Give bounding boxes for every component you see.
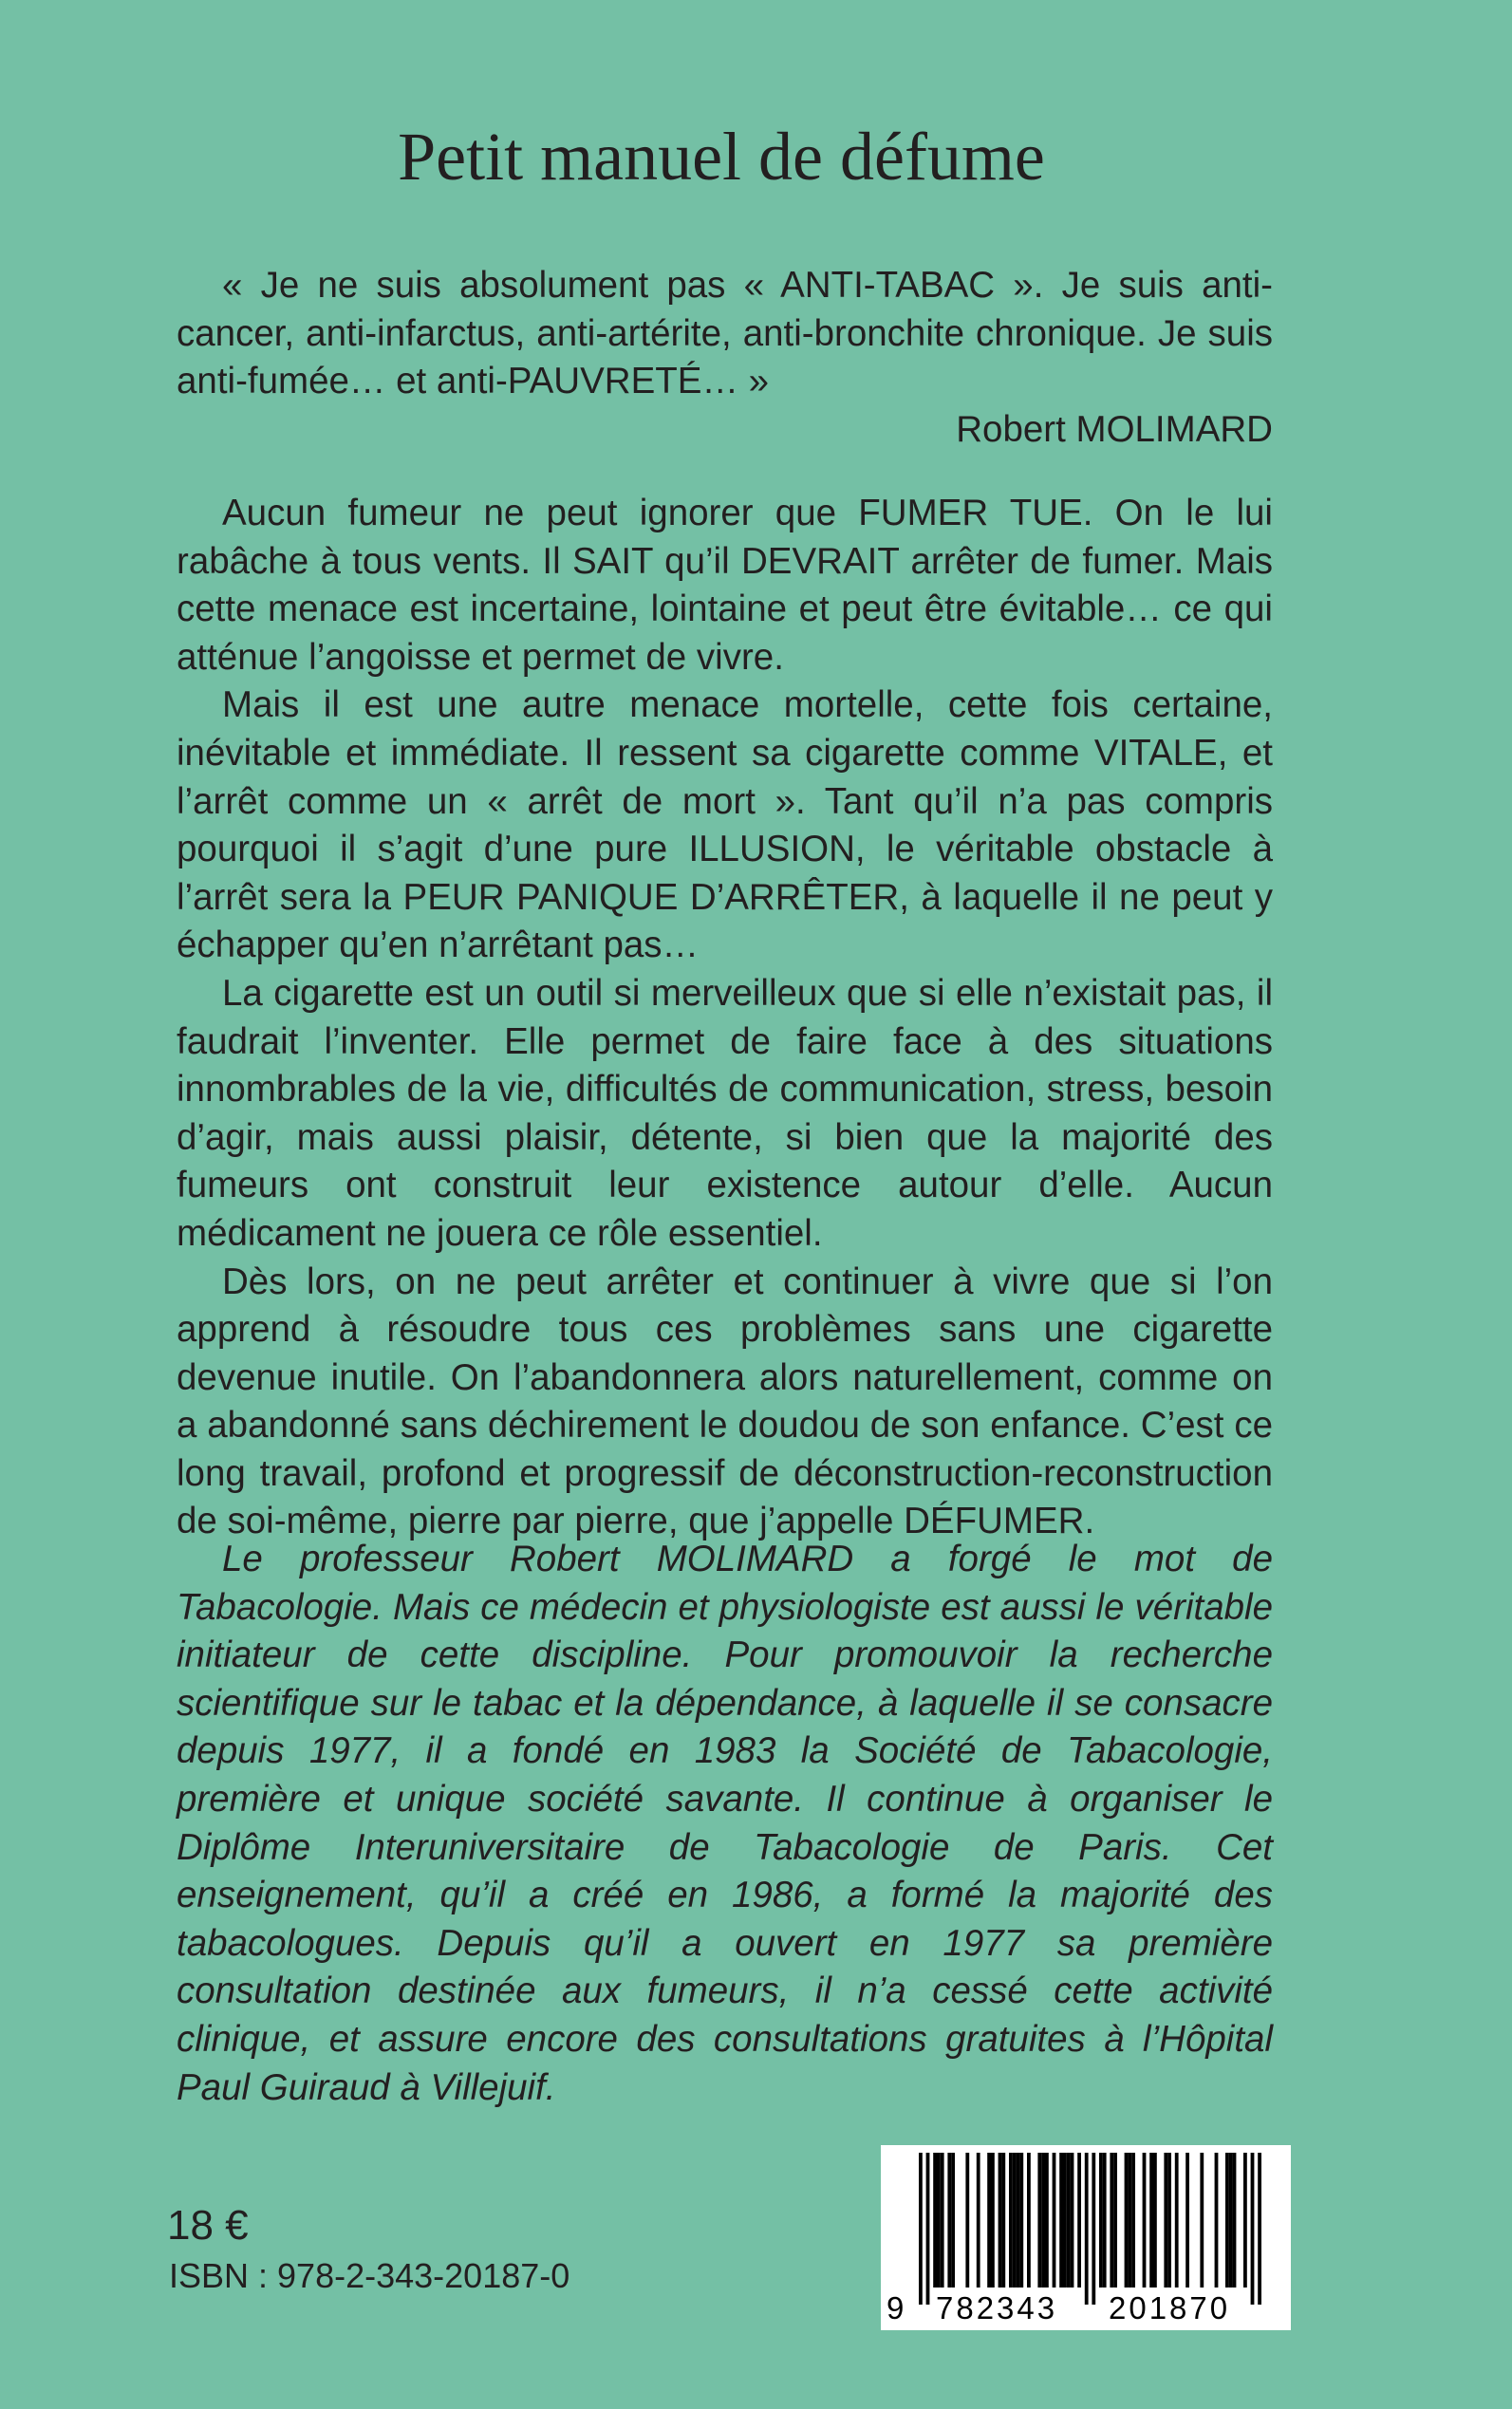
barcode-bar: [1131, 2153, 1135, 2288]
barcode-bar: [1175, 2153, 1179, 2288]
barcode-bar: [941, 2153, 944, 2288]
barcode-bar: [1215, 2153, 1219, 2288]
price-label: 18 €: [167, 2202, 249, 2249]
barcode-bar: [1053, 2153, 1056, 2288]
barcode-bar: [1149, 2153, 1153, 2288]
quote-text: « Je ne suis absolument pas « ANTI-TABAC ». Je suis anti-cancer, anti-infarctus, anti-artérite, anti-bronchite chronique. Je suis anti-fumée… et anti-PAUVRETÉ… »: [177, 265, 1273, 402]
barcode-guard-bar: [1092, 2153, 1095, 2305]
barcode-bar: [1071, 2153, 1074, 2288]
barcode-bar: [933, 2153, 937, 2288]
barcode-guard-bar: [926, 2153, 930, 2305]
barcode-bar: [1229, 2153, 1233, 2288]
barcode-bar: [1103, 2153, 1107, 2288]
barcode-bar: [1059, 2153, 1063, 2288]
barcode-bar: [965, 2153, 969, 2288]
barcode-bar: [1153, 2153, 1157, 2288]
barcode-bar: [1128, 2153, 1131, 2288]
barcode-bar: [1063, 2153, 1067, 2288]
barcode-bar: [1037, 2153, 1041, 2288]
barcode-bar: [1233, 2153, 1237, 2288]
barcode-bar: [1200, 2153, 1204, 2288]
barcode-bar: [977, 2153, 980, 2288]
barcode-bar: [1125, 2153, 1129, 2288]
barcode-bar: [1041, 2153, 1045, 2288]
barcode-left-group: 782343: [936, 2290, 1058, 2325]
barcode-bar: [947, 2153, 951, 2288]
barcode-bar: [1143, 2153, 1147, 2288]
barcode-guard-bar: [1258, 2153, 1261, 2305]
main-text: [177, 490, 1273, 1546]
barcode-guard-bar: [1251, 2153, 1255, 2305]
barcode-bar: [1110, 2153, 1113, 2288]
quote-author: Robert MOLIMARD: [956, 408, 1273, 450]
barcode-bar: [987, 2153, 991, 2288]
barcode-guard-bar: [1085, 2153, 1089, 2305]
epigraph-quote: [177, 262, 1273, 454]
barcode-bar: [1167, 2153, 1171, 2288]
barcode-right-group: 201870: [1109, 2290, 1231, 2325]
barcode-bar: [1013, 2153, 1017, 2288]
barcode-bar: [1019, 2153, 1023, 2288]
barcode-guard-bar: [919, 2153, 923, 2305]
barcode-bar: [1001, 2153, 1005, 2288]
barcode-bar: [1243, 2153, 1247, 2288]
barcode: [881, 2145, 1291, 2330]
paragraph-3: La cigarette est un outil si merveilleux que si elle n’existait pas, il faudrait l’inventer. Elle permet de faire face à des situations innombrables de la vie, difficultés de communication, stress, besoin d’agir, mais aussi plaisir, détente, si bien que la majorité des fumeurs ont construit leur existence autour d’elle. Aucun médicament ne jouera ce rôle essentiel.: [177, 972, 1273, 1254]
barcode-bar: [1027, 2153, 1031, 2288]
barcode-bar: [991, 2153, 995, 2288]
barcode-bar: [1067, 2153, 1071, 2288]
author-bio-text: Le professeur Robert MOLIMARD a forgé le mot de Tabacologie. Mais ce médecin et physiologiste est aussi le véritable initiateur de cette discipline. Pour promouvoir la recherche scientifique sur le tabac et la dépendance, à laquelle il se consacre depuis 1977, il a fondé en 1983 la Société de Tabacologie, première et unique société savante. Il continue à organiser le Diplôme Interuniversitaire de Tabacologie de Paris. Cet enseignement, qu’il a créé en 1986, a formé la majorité des tabacologues. Depuis qu’il a ouvert en 1977 sa première consultation destinée aux fumeurs, il n’a cessé cette activité clinique, et assure encore des consultations gratuites à l’Hôpital Paul Guiraud à Villejuif.: [177, 1539, 1273, 2108]
barcode-bar: [1113, 2153, 1117, 2288]
barcode-bar: [1164, 2153, 1167, 2288]
paragraph-2: Mais il est une autre menace mortelle, cette fois certaine, inévitable et immédiate. Il ressent sa cigarette comme VITALE, et l’arrêt comme un « arrêt de mort ». Tant qu’il n’a pas compris pourquoi il s’agit d’une pure ILLUSION, le véritable obstacle à l’arrêt sera la PEUR PANIQUE D’ARRÊTER, à laquelle il ne peut y échapper qu’en n’arrêtant pas…: [177, 684, 1273, 966]
isbn-label: ISBN : 978-2-343-20187-0: [169, 2256, 570, 2295]
barcode-bar: [937, 2153, 941, 2288]
barcode-bar: [1077, 2153, 1081, 2288]
barcode-bar: [1009, 2153, 1013, 2288]
book-title: Petit manuel de défume: [398, 119, 1045, 195]
barcode-bar: [1185, 2153, 1189, 2288]
barcode-bar: [999, 2153, 1002, 2288]
paragraph-1: Aucun fumeur ne peut ignorer que FUMER TUE. On le lui rabâche à tous vents. Il SAIT qu’il DEVRAIT arrêter de fumer. Mais cette menace est incertaine, lointaine et peut être évitable… ce qui atténue l’angoisse et permet de vivre.: [177, 493, 1273, 678]
author-bio: [177, 1536, 1273, 2112]
paragraph-4: Dès lors, on ne peut arrêter et continuer à vivre que si l’on apprend à résoudre tous ces problèmes sans une cigarette devenue inutile. On l’abandonnera alors naturellement, comme on a abandonné sans déchirement le doudou de son enfance. C’est ce long travail, profond et progressif de déconstruction-reconstruction de soi-même, pierre par pierre, que j’appelle DÉFUMER.: [177, 1261, 1273, 1542]
barcode-bar: [951, 2153, 955, 2288]
barcode-bar: [1017, 2153, 1020, 2288]
barcode-bar: [1099, 2153, 1103, 2288]
barcode-first-digit: 9: [887, 2290, 905, 2325]
barcode-bar: [1045, 2153, 1049, 2288]
barcode-bar: [1225, 2153, 1229, 2288]
